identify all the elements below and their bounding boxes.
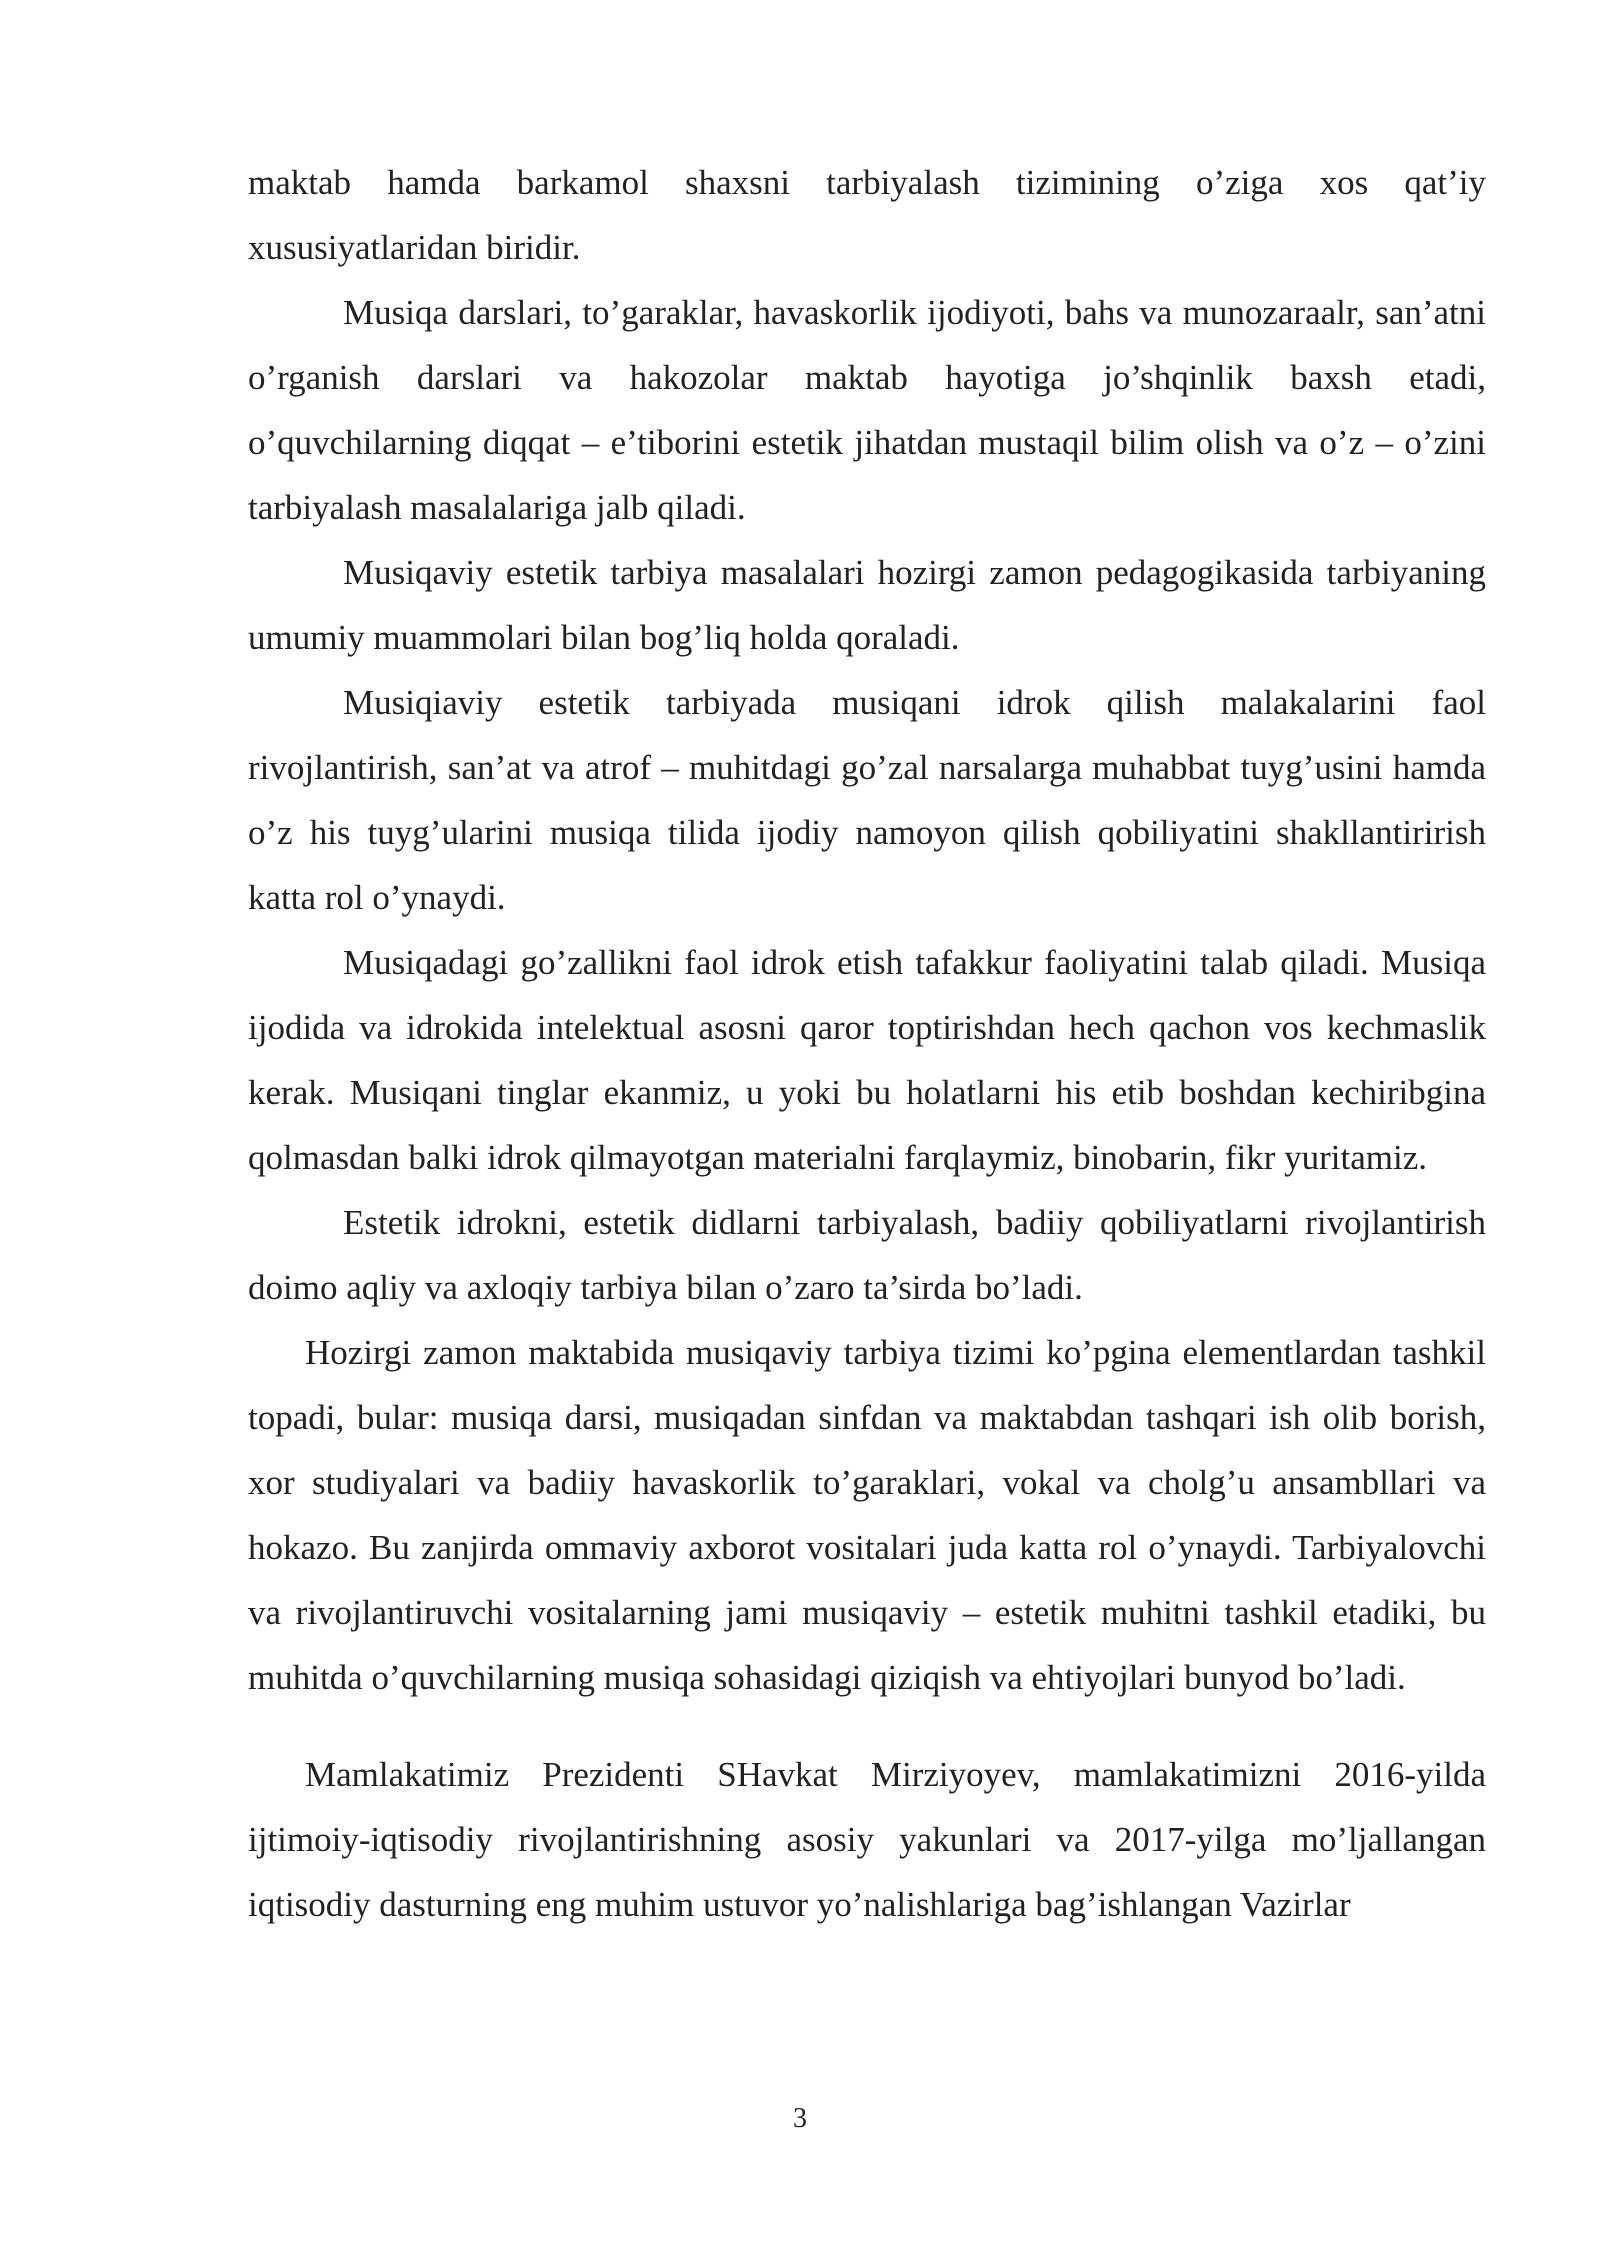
paragraph-aesthetic-education: Musiqaviy estetik tarbiya masalalari hozirgi zamon pedagogikasida tarbiyaning umumiy muammolari bilan bog’liq holda qoraladi. — [248, 553, 1486, 657]
paragraph-beauty-in-music: Musiqadagi go’zallikni faol idrok etish tafakkur faoliyatini talab qiladi. Musiqa ijodida va idrokida intelektual asosni qaror toptirishdan hech qachon vos kechmaslik kerak. Musiqani tinglar ekanmiz, u yoki bu holatlarni his etib boshdan kechiribgina qolmasdan balki idrok qilmayotgan materialni farqlaymiz, binobarin, fikr yuritamiz. — [248, 943, 1486, 1177]
paragraph-music-lessons: Musiqa darslari, to’garaklar, havaskorlik ijodiyoti, bahs va munozaraalr, san’atni o’rganish darslari va hakozolar maktab hayotiga jo’shqinlik baxsh etadi, o’quvchilarning diqqat – e’tiborini estetik jihatdan mustaqil bilim olish va o’z – o’zini tarbiyalash masalalariga jalb qiladi. — [248, 293, 1486, 527]
page-number: 3 — [793, 2103, 807, 2134]
paragraph-aesthetic-perception: Estetik idrokni, estetik didlarni tarbiyalash, badiiy qobiliyatlarni rivojlantirish doimo aqliy va axloqiy tarbiya bilan o’zaro ta’sirda bo’ladi. — [248, 1203, 1486, 1307]
paragraph-continuation: maktab hamda barkamol shaxsni tarbiyalash tizimining o’ziga xos qat’iy xususiyatlaridan biridir. — [248, 163, 1486, 267]
paragraph-perception-skills: Musiqiaviy estetik tarbiyada musiqani idrok qilish malakalarini faol rivojlantirish, san’at va atrof – muhitdagi go’zal narsalarga muhabbat tuyg’usini hamda o’z his tuyg’ularini musiqa tilida ijodiy namoyon qilish qobiliyatini shakllantirirish katta rol o’ynaydi. — [248, 683, 1486, 917]
body-text — [248, 150, 1486, 1937]
paragraph-president: Mamlakatimiz Prezidenti SHavkat Mirziyoyev, mamlakatimizni 2016-yilda ijtimoiy-iqtisodiy rivojlantirishning asosiy yakunlari va 2017-yilga mo’ljallangan iqtisodiy dasturning eng muhim ustuvor yo’nalishlariga bag’ishlangan Vazirlar — [248, 1755, 1486, 1924]
paragraph-modern-school: Hozirgi zamon maktabida musiqaviy tarbiya tizimi ko’pgina elementlardan tashkil topadi, bular: musiqa darsi, musiqadan sinfdan va maktabdan tashqari ish olib borish, xor studiyalari va badiiy havaskorlik to’garaklari, vokal va cholg’u ansambllari va hokazo. Bu zanjirda ommaviy axborot vositalari juda katta rol o’ynaydi. Tarbiyalovchi va rivojlantiruvchi vositalarning jami musiqaviy – estetik muhitni tashkil etadiki, bu muhitda o’quvchilarning musiqa sohasidagi qiziqish va ehtiyojlari bunyod bo’ladi. — [248, 1333, 1486, 1697]
